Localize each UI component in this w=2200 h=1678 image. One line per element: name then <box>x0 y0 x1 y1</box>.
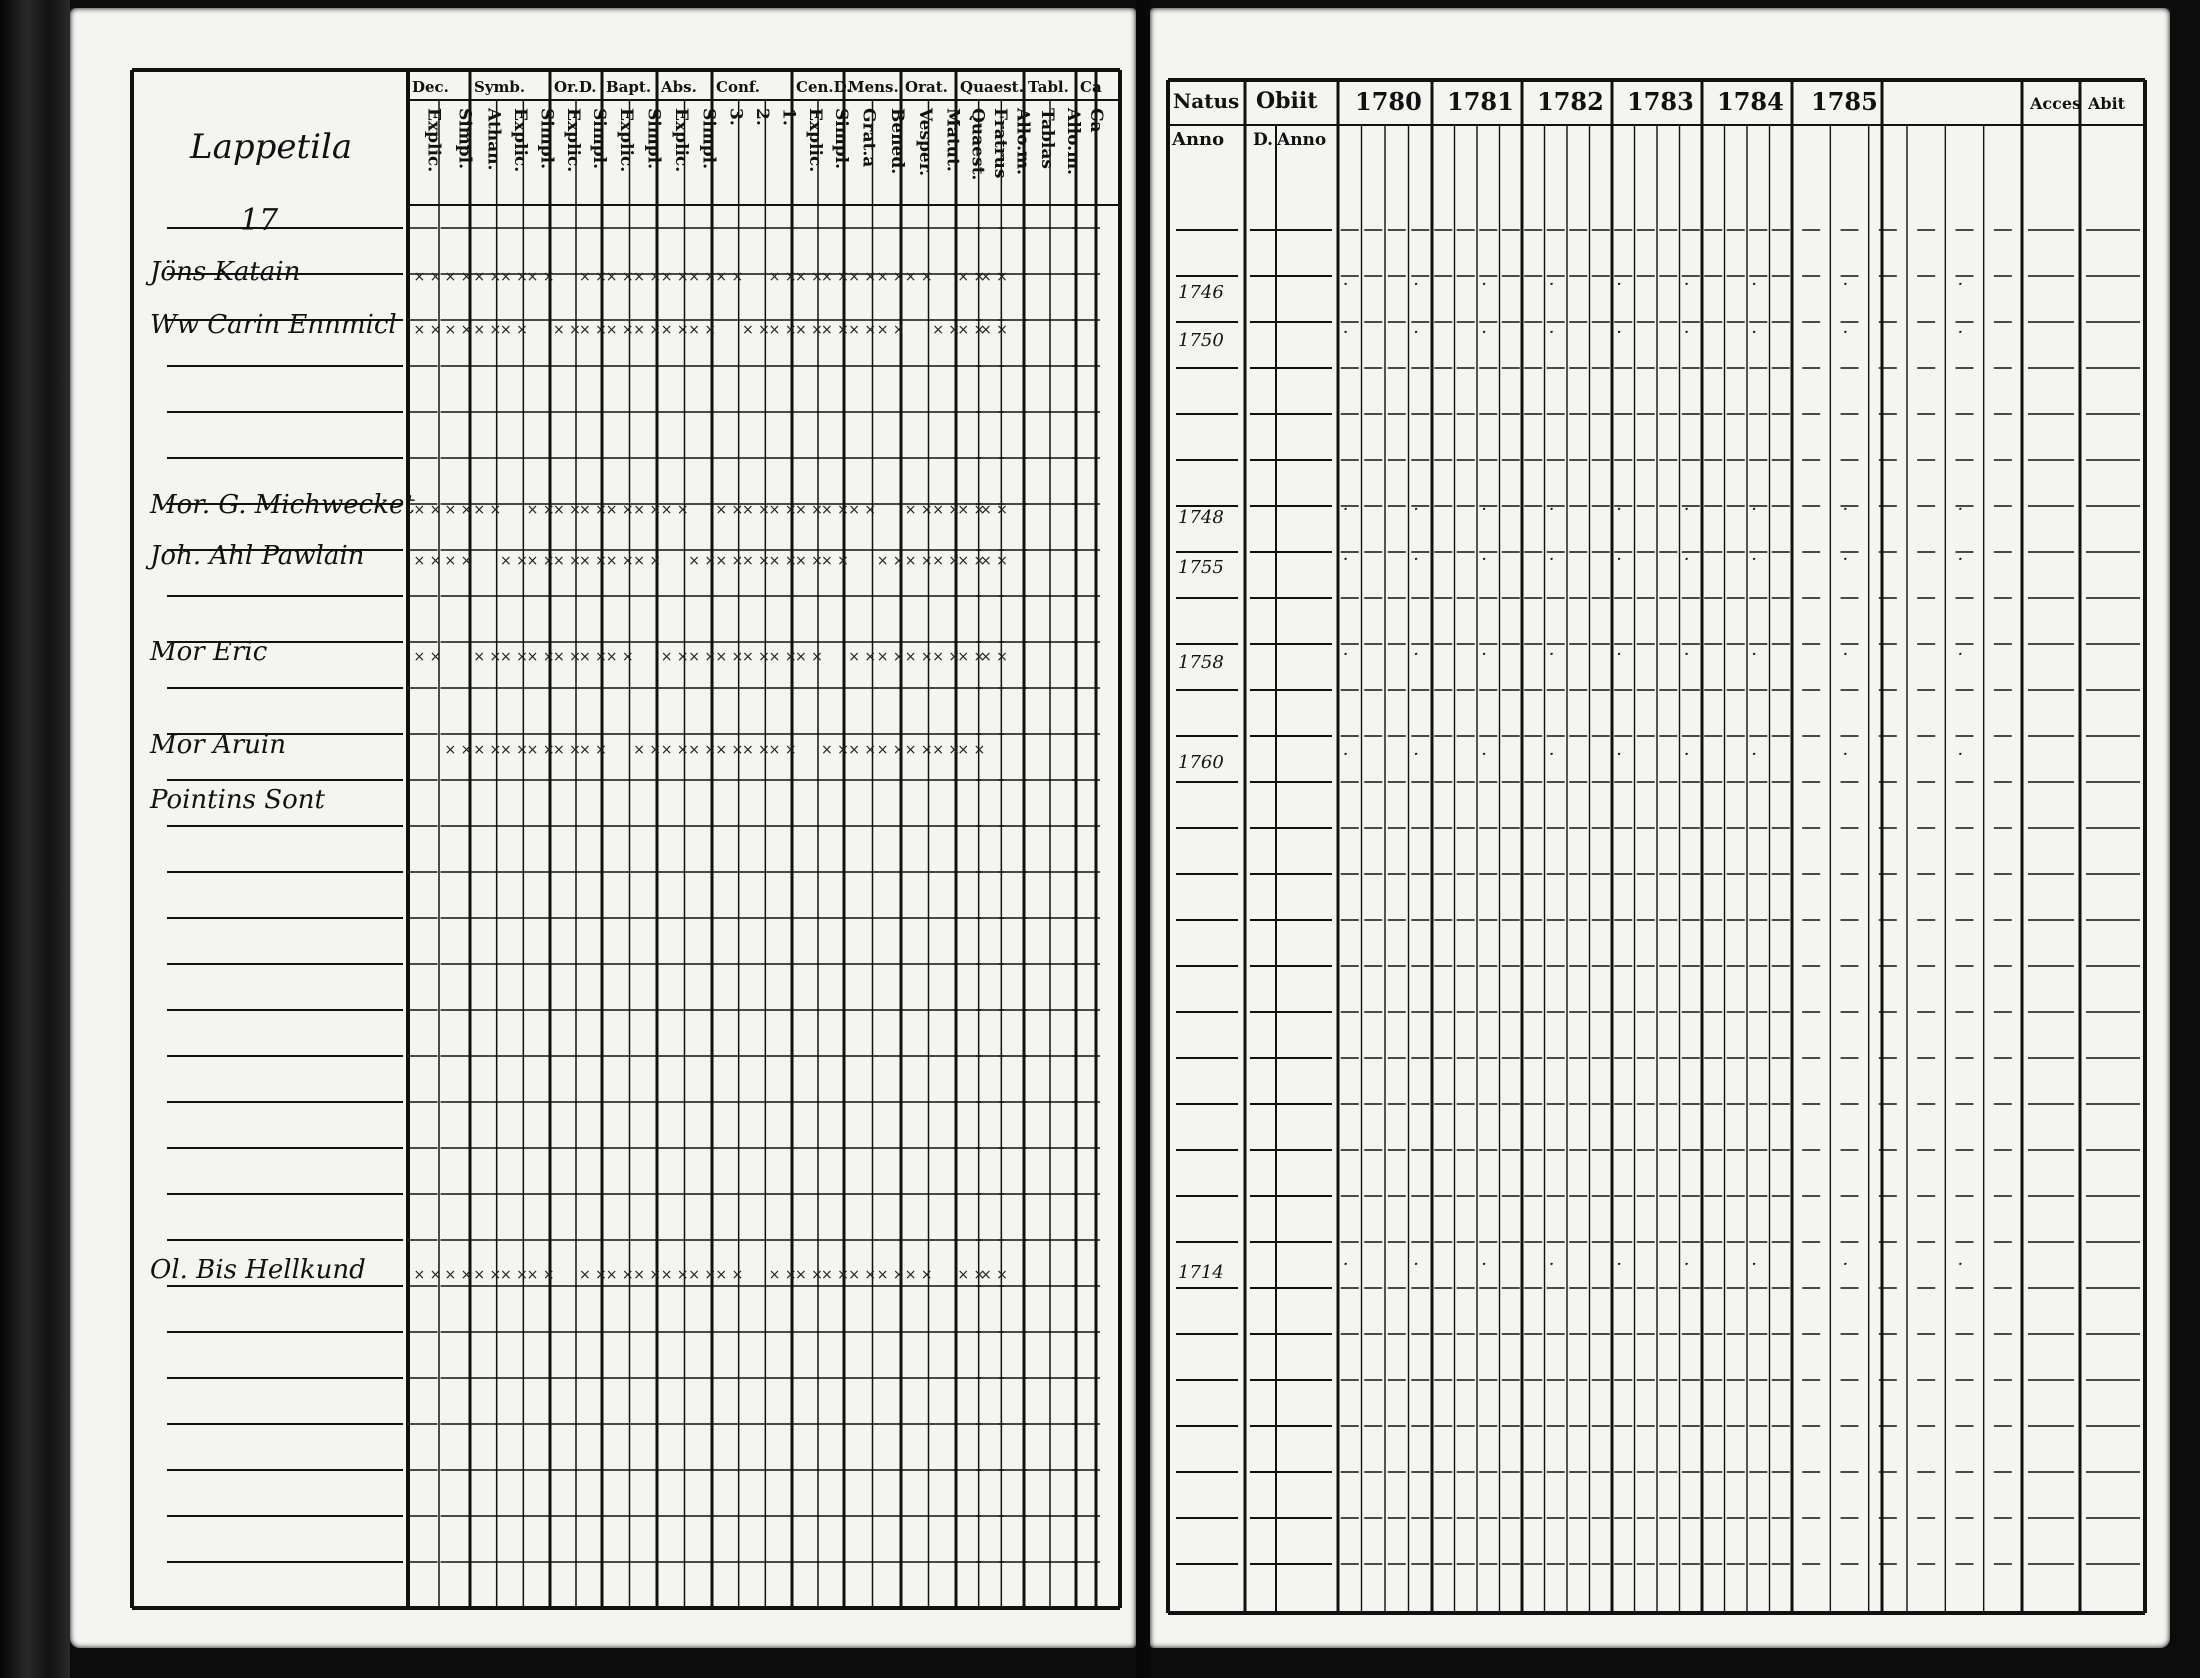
exam-mark: × × <box>876 322 905 338</box>
exam-mark: × × <box>605 322 634 338</box>
exam-mark: × × <box>768 322 797 338</box>
communion-mark: · <box>1842 744 1849 765</box>
sub-column-header: Simpl. <box>643 108 664 169</box>
communion-mark: · <box>1842 1254 1849 1275</box>
exam-mark: × × <box>715 502 744 518</box>
communion-mark: · <box>1548 549 1555 570</box>
communion-mark: · <box>1683 499 1690 520</box>
communion-mark: · <box>1342 274 1349 295</box>
exam-mark: × × <box>579 649 607 665</box>
exam-mark: × × <box>553 742 581 758</box>
exam-mark: × × <box>526 502 555 518</box>
communion-mark: · <box>1616 274 1622 295</box>
exam-mark: × × <box>473 742 502 758</box>
communion-mark: · <box>1683 1254 1690 1275</box>
exam-mark: × × <box>768 649 797 665</box>
exam-mark: × × <box>605 649 634 665</box>
book-binding <box>0 0 70 1678</box>
exam-mark: × × <box>957 742 986 758</box>
sub-column-header: Athan. <box>483 108 504 171</box>
exam-mark: × × <box>848 322 877 338</box>
exam-mark: × × <box>688 553 717 569</box>
exam-mark: × × <box>688 649 717 665</box>
exam-mark: × × <box>932 553 961 569</box>
communion-mark: · <box>1481 644 1487 665</box>
exam-mark: × × <box>715 1267 744 1283</box>
exam-mark: × × <box>932 649 961 665</box>
exam-mark: × × <box>795 322 823 338</box>
column-group-header: Cen.D. <box>796 78 852 96</box>
communion-mark: · <box>1342 499 1349 520</box>
exam-mark: × × <box>904 502 933 518</box>
exam-mark: × × <box>633 742 662 758</box>
exam-mark: × × <box>633 1267 662 1283</box>
exam-mark: × × <box>957 269 986 285</box>
exam-mark: × × <box>444 502 473 518</box>
book-gutter <box>1136 0 1150 1678</box>
accessit-header: Acces <box>2030 94 2082 113</box>
communion-mark: · <box>1957 499 1964 520</box>
exam-mark: × × <box>413 553 442 569</box>
exam-mark: × × <box>821 269 849 285</box>
exam-mark: × × <box>579 553 607 569</box>
exam-mark: × × <box>444 322 473 338</box>
year-header: 1782 <box>1537 87 1604 116</box>
sub-column-header: Explic. <box>615 108 636 173</box>
communion-mark: · <box>1842 499 1849 520</box>
obiit-day-header: D. <box>1253 130 1274 150</box>
year-header: 1783 <box>1627 87 1694 116</box>
exam-mark: × × <box>904 649 933 665</box>
year-header: 1784 <box>1717 87 1784 116</box>
exam-mark: × × <box>957 649 986 665</box>
exam-mark: × × <box>660 322 689 338</box>
sub-column-header: Fratrus <box>990 108 1010 179</box>
exam-mark: × × <box>795 1267 823 1283</box>
sub-column-header: Quaest. <box>967 108 988 181</box>
column-group-header: Or.D. <box>554 78 597 96</box>
communion-mark: · <box>1842 322 1849 343</box>
exam-mark: × × <box>742 322 770 338</box>
sub-column-header: Grat.a <box>858 108 879 168</box>
exam-mark: × × <box>660 502 689 518</box>
exam-mark: × × <box>957 502 986 518</box>
exam-mark: × × <box>957 553 986 569</box>
exam-mark: × × <box>848 502 877 518</box>
exam-mark: × × <box>500 322 528 338</box>
communion-mark: · <box>1683 644 1690 665</box>
sub-column-header: Explic. <box>805 108 825 173</box>
exam-mark: × × <box>633 553 662 569</box>
exam-mark: × × <box>768 269 797 285</box>
birth-year: 1714 <box>1178 1262 1224 1283</box>
exam-mark: × × <box>444 553 473 569</box>
exam-mark: × × <box>957 322 986 338</box>
sub-column-header: Simpl. <box>454 108 475 169</box>
exam-mark: × × <box>795 553 823 569</box>
exam-mark: × × <box>579 1267 607 1283</box>
exam-mark: × × <box>980 649 1008 665</box>
exam-mark: × × <box>688 269 717 285</box>
communion-mark: · <box>1413 499 1419 520</box>
communion-mark: · <box>1616 644 1622 665</box>
communion-mark: · <box>1751 644 1757 665</box>
exam-mark: × × <box>821 742 849 758</box>
exam-mark: × × <box>715 649 744 665</box>
exam-mark: × × <box>904 553 933 569</box>
obiit-anno-header: Anno <box>1277 130 1327 150</box>
exam-mark: × × <box>768 502 797 518</box>
communion-mark: · <box>1342 644 1349 665</box>
sub-column-header: Simpl. <box>698 108 719 169</box>
exam-mark: × × <box>821 322 849 338</box>
resident-name: Jöns Katain <box>150 257 301 287</box>
exam-mark: × × <box>473 322 502 338</box>
exam-mark: × × <box>876 1267 905 1283</box>
resident-name: Mor Aruin <box>150 730 286 760</box>
communion-mark: · <box>1957 274 1964 295</box>
communion-mark: · <box>1957 1254 1964 1275</box>
exam-mark: × × <box>715 742 744 758</box>
communion-mark: · <box>1751 322 1757 343</box>
exam-mark: × × <box>904 742 933 758</box>
exam-mark: × × <box>768 742 797 758</box>
birth-year: 1746 <box>1178 282 1224 303</box>
exam-mark: × × <box>660 269 689 285</box>
exam-mark: × × <box>660 1267 689 1283</box>
exam-mark: × × <box>742 553 770 569</box>
communion-mark: · <box>1683 744 1690 765</box>
communion-mark: · <box>1842 549 1849 570</box>
exam-mark: × × <box>876 553 905 569</box>
right-page <box>1150 8 2170 1648</box>
exam-mark: × × <box>688 1267 717 1283</box>
exam-mark: × × <box>795 502 823 518</box>
obiit-header: Obiit <box>1256 88 1318 114</box>
exam-mark: × × <box>980 1267 1008 1283</box>
exam-mark: × × <box>742 649 770 665</box>
exam-mark: × × <box>473 1267 502 1283</box>
page-number: 17 <box>240 203 279 238</box>
birth-year: 1750 <box>1178 330 1224 351</box>
exam-mark: × × <box>980 502 1008 518</box>
exam-mark: × × <box>715 553 744 569</box>
communion-mark: · <box>1481 274 1487 295</box>
communion-mark: · <box>1548 274 1555 295</box>
left-page <box>70 8 1136 1648</box>
exam-mark: × × <box>526 269 555 285</box>
exam-mark: × × <box>413 269 442 285</box>
exam-mark: × × <box>553 553 581 569</box>
column-group-header: Dec. <box>412 78 449 96</box>
communion-mark: · <box>1751 499 1757 520</box>
communion-mark: · <box>1683 549 1690 570</box>
exam-mark: × × <box>848 269 877 285</box>
communion-mark: · <box>1751 744 1757 765</box>
exam-mark: × × <box>957 1267 986 1283</box>
sub-column-header: Ca <box>1086 108 1106 133</box>
resident-name: Mor. G. Michwecket <box>150 490 415 520</box>
exam-mark: × × <box>688 742 717 758</box>
communion-mark: · <box>1842 644 1849 665</box>
exam-mark: × × <box>444 742 473 758</box>
natus-header: Natus <box>1173 89 1240 113</box>
communion-mark: · <box>1616 549 1622 570</box>
exam-mark: × × <box>633 322 662 338</box>
communion-mark: · <box>1342 744 1349 765</box>
left-column-headers <box>412 78 1106 180</box>
exam-mark: × × <box>715 269 744 285</box>
sub-column-header: Explic. <box>563 108 583 173</box>
exam-mark: × × <box>821 502 849 518</box>
exam-mark: × × <box>553 322 581 338</box>
exam-mark: × × <box>605 1267 634 1283</box>
exam-mark: × × <box>553 502 581 518</box>
exam-mark: × × <box>413 502 442 518</box>
exam-mark: × × <box>473 502 502 518</box>
right-table-grid <box>1168 80 2145 1613</box>
communion-mark: · <box>1751 549 1757 570</box>
year-header: 1785 <box>1811 87 1878 116</box>
exam-mark: × × <box>904 269 933 285</box>
communion-mark: · <box>1342 1254 1349 1275</box>
exam-mark: × × <box>413 322 442 338</box>
communion-mark: · <box>1481 322 1487 343</box>
exam-mark: × × <box>413 1267 442 1283</box>
column-group-header: Quaest. <box>960 78 1024 96</box>
right-page-table <box>1150 8 2170 1648</box>
exam-mark: × × <box>795 269 823 285</box>
exam-mark: × × <box>904 1267 933 1283</box>
communion-mark: · <box>1957 549 1964 570</box>
exam-mark: × × <box>660 742 689 758</box>
exam-mark: × × <box>980 269 1008 285</box>
year-header: 1781 <box>1447 87 1514 116</box>
resident-name: Mor Eric <box>150 637 268 667</box>
communion-mark: · <box>1548 1254 1555 1275</box>
parish-heading: Lappetila <box>190 127 353 167</box>
exam-mark: × × <box>526 649 555 665</box>
exam-mark: × × <box>768 1267 797 1283</box>
column-group-header: Symb. <box>474 78 526 96</box>
exam-mark: × × <box>768 553 797 569</box>
exam-mark: × × <box>500 269 528 285</box>
exam-mark: × × <box>633 502 662 518</box>
communion-mark: · <box>1751 1254 1757 1275</box>
exam-mark: × × <box>795 649 823 665</box>
exam-mark: × × <box>848 742 877 758</box>
communion-mark: · <box>1342 549 1349 570</box>
sub-column-header: Explic. <box>510 108 530 173</box>
exam-mark: × × <box>932 742 961 758</box>
communion-mark: · <box>1616 1254 1622 1275</box>
exam-mark: × × <box>605 502 634 518</box>
exam-mark: × × <box>660 649 689 665</box>
exam-mark: × × <box>500 742 528 758</box>
exam-mark: × × <box>473 269 502 285</box>
communion-mark: · <box>1683 274 1690 295</box>
exam-mark: × × <box>605 269 634 285</box>
sub-column-header: Explic. <box>423 108 444 173</box>
communion-mark: · <box>1413 644 1419 665</box>
column-group-header: Mens. <box>848 78 899 96</box>
sub-column-header: Allo.m. <box>1063 108 1083 175</box>
exam-mark: × × <box>742 502 770 518</box>
column-group-header: Bapt. <box>606 78 652 96</box>
exam-mark: × × <box>473 649 502 665</box>
communion-mark: · <box>1957 644 1964 665</box>
sub-column-header: Allo.m. <box>1012 108 1033 175</box>
exam-mark: × × <box>579 269 607 285</box>
exam-mark: × × <box>500 649 528 665</box>
sub-column-header: 1. <box>778 108 799 126</box>
column-group-header: Ca <box>1080 78 1102 96</box>
communion-mark: · <box>1413 274 1419 295</box>
resident-name: Pointins Sont <box>150 785 325 815</box>
sub-column-header: 3. <box>725 108 746 126</box>
communion-mark: · <box>1548 644 1555 665</box>
communion-marks <box>1343 274 1963 1275</box>
communion-mark: · <box>1413 549 1419 570</box>
year-header: 1780 <box>1355 87 1422 116</box>
communion-mark: · <box>1481 744 1487 765</box>
communion-mark: · <box>1616 499 1622 520</box>
communion-mark: · <box>1751 274 1757 295</box>
exam-mark: × × <box>500 1267 528 1283</box>
abiit-header: Abit <box>2088 94 2126 113</box>
communion-mark: · <box>1481 499 1487 520</box>
communion-mark: · <box>1481 549 1487 570</box>
exam-mark: × × <box>579 502 607 518</box>
exam-mark: × × <box>605 553 634 569</box>
exam-mark: × × <box>553 649 581 665</box>
left-table-grid <box>132 70 1120 1608</box>
resident-name: Ww Carin Ennmicl <box>150 310 397 340</box>
exam-mark: × × <box>821 553 849 569</box>
sub-column-header: Simpl. <box>589 108 609 169</box>
exam-mark: × × <box>500 553 528 569</box>
communion-mark: · <box>1413 744 1419 765</box>
exam-mark: × × <box>848 649 877 665</box>
communion-mark: · <box>1342 322 1349 343</box>
communion-mark: · <box>1548 322 1555 343</box>
exam-mark: × × <box>526 553 555 569</box>
natus-anno-header: Anno <box>1172 129 1225 150</box>
birth-year: 1755 <box>1178 557 1224 578</box>
resident-name: Ol. Bis Hellkund <box>150 1255 366 1285</box>
communion-mark: · <box>1616 744 1622 765</box>
exam-mark: × × <box>526 1267 555 1283</box>
exam-mark: × × <box>444 269 473 285</box>
birth-year: 1760 <box>1178 752 1224 773</box>
communion-mark: · <box>1413 1254 1419 1275</box>
sub-column-header: Bened. <box>886 108 907 175</box>
exam-mark: × × <box>413 649 442 665</box>
exam-mark: × × <box>980 322 1008 338</box>
sub-column-header: Simpl. <box>536 108 557 169</box>
exam-mark: × × <box>526 742 555 758</box>
birth-year: 1748 <box>1178 507 1224 528</box>
sub-column-header: 2. <box>752 108 772 126</box>
column-group-header: Orat. <box>905 78 948 96</box>
exam-mark: × × <box>876 649 905 665</box>
exam-mark: × × <box>876 742 905 758</box>
left-page-table <box>70 8 1136 1648</box>
sub-column-header: Simpl. <box>831 108 851 169</box>
exam-mark: × × <box>876 269 905 285</box>
sub-column-header: Matut. <box>942 108 963 172</box>
communion-mark: · <box>1957 744 1964 765</box>
column-group-header: Tabl. <box>1028 78 1069 96</box>
resident-name: Joh. Ahl Pawlain <box>150 541 365 571</box>
column-group-header: Abs. <box>661 78 697 96</box>
communion-mark: · <box>1683 322 1690 343</box>
sub-column-header: Explic. <box>670 108 691 173</box>
exam-mark: × × <box>633 269 662 285</box>
communion-mark: · <box>1481 1254 1487 1275</box>
exam-mark: × × <box>579 322 607 338</box>
communion-mark: · <box>1413 322 1419 343</box>
communion-mark: · <box>1842 274 1849 295</box>
exam-mark: × × <box>932 502 961 518</box>
exam-mark: × × <box>821 1267 849 1283</box>
exam-mark: × × <box>742 742 770 758</box>
sub-column-header: Vesper. <box>914 108 935 177</box>
exam-mark: × × <box>688 322 717 338</box>
communion-mark: · <box>1957 322 1964 343</box>
exam-mark: × × <box>579 742 607 758</box>
communion-mark: · <box>1548 499 1555 520</box>
exam-mark: × × <box>980 553 1008 569</box>
column-group-header: Conf. <box>716 78 760 96</box>
communion-mark: · <box>1616 322 1622 343</box>
sub-column-header: Tablas <box>1037 108 1057 169</box>
exam-mark: × × <box>848 1267 877 1283</box>
exam-mark: × × <box>444 1267 473 1283</box>
communion-mark: · <box>1548 744 1555 765</box>
exam-mark: × × <box>932 322 961 338</box>
birth-year: 1758 <box>1178 652 1224 673</box>
